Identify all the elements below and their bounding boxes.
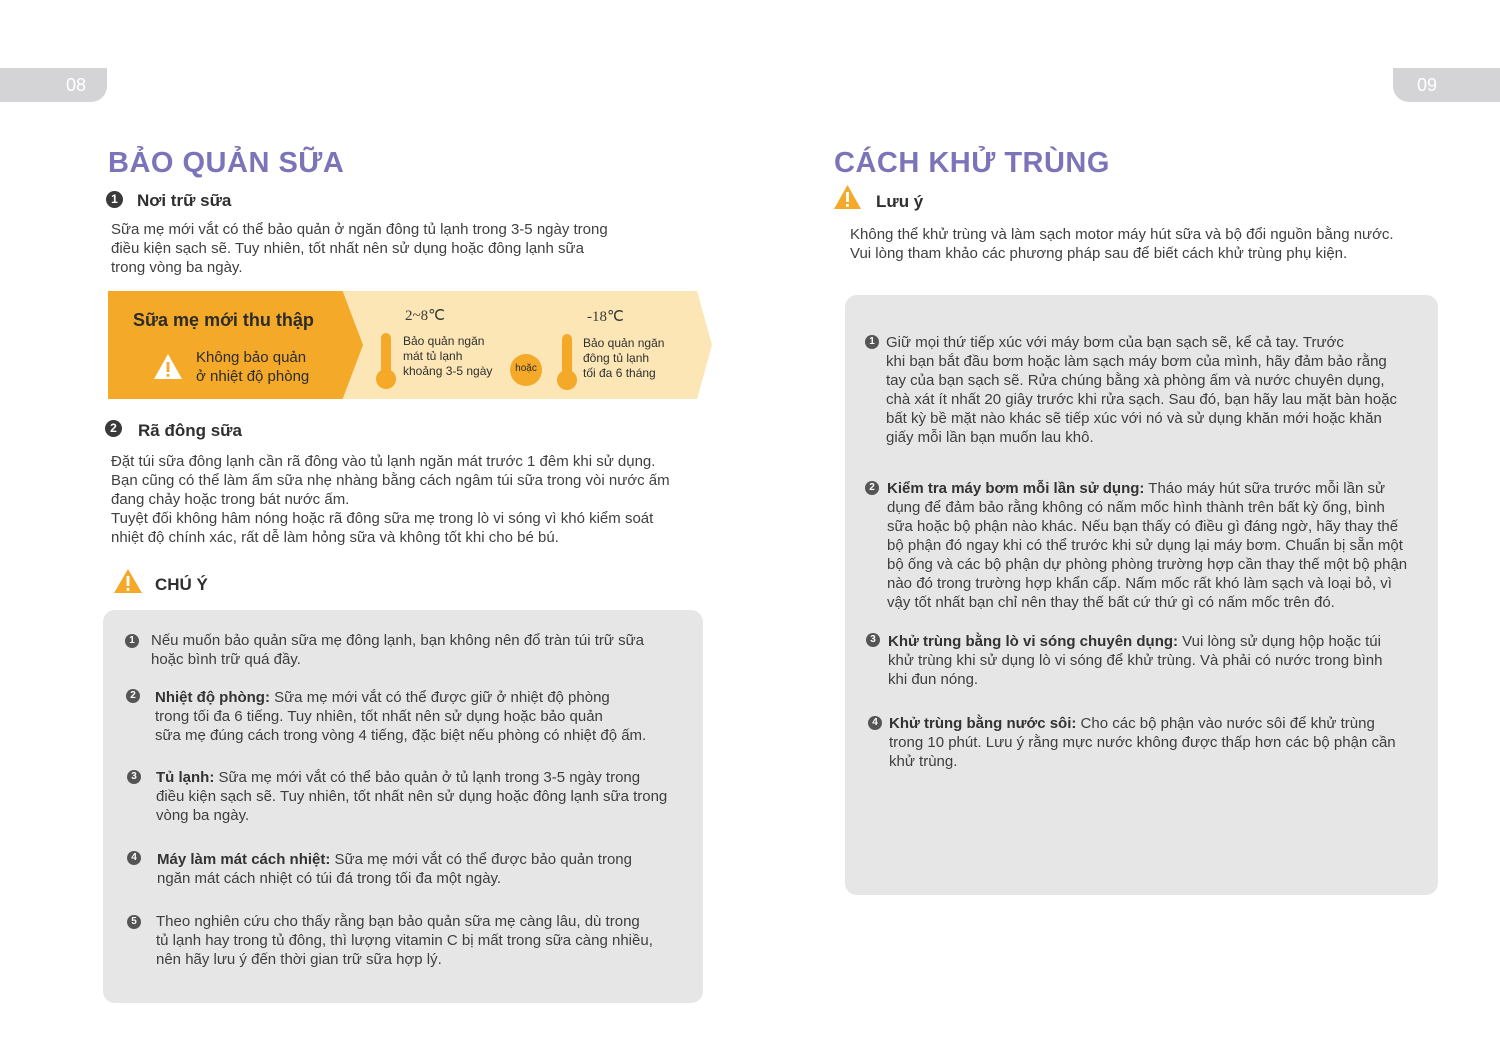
note-line: điều kiện sạch sẽ. Tuy nhiên, tốt nhất nên sử dụng hoặc đông lạnh sữa trong bbox=[156, 788, 668, 805]
freezer-line: tối đa 6 tháng bbox=[583, 366, 656, 380]
item-line: tay của bạn sạch sẽ. Rửa chúng bằng xà phòng ấm và nước chuyên dụng, bbox=[886, 372, 1385, 389]
item-line: khử trùng khi sử dụng lò vi sóng để khử trùng. Và phải có nước trong bình bbox=[888, 652, 1383, 669]
note-number: 4 bbox=[127, 851, 141, 865]
note-line: hoặc bình trữ quá đầy. bbox=[151, 651, 301, 668]
item-line: sữa hoặc bộ phận nào khác. Nếu bạn thấy có điều gì đáng ngờ, hãy thay thế bbox=[887, 518, 1399, 535]
note-line: Nếu muốn bảo quản sữa mẹ đông lạnh, bạn không nên đổ tràn túi trữ sữa bbox=[151, 632, 644, 649]
note-line: Sữa mẹ mới vắt có thể bảo quản ở tủ lạnh trong 3-5 ngày trong bbox=[214, 769, 641, 786]
item-line: trong 10 phút. Lưu ý rằng mực nước không được thấp hơn các bộ phận cần bbox=[889, 734, 1396, 751]
item-number: 1 bbox=[865, 335, 879, 349]
note-line: Sữa mẹ mới vắt có thể được bảo quản trong bbox=[330, 851, 632, 868]
fridge-line: Bảo quản ngăn bbox=[403, 334, 485, 348]
note-number: 1 bbox=[125, 634, 139, 648]
item-line: Cho các bộ phận vào nước sôi để khử trùng bbox=[1076, 715, 1375, 732]
warning-triangle-icon bbox=[153, 353, 183, 380]
page-number-left bbox=[0, 68, 107, 102]
item-line: giấy mỗi lần bạn muốn lau khô. bbox=[886, 429, 1094, 446]
thermometer-icon bbox=[557, 370, 577, 390]
section2-line: Đặt túi sữa đông lạnh cần rã đông vào tủ lạnh ngăn mát trước 1 đêm khi sử dụng. bbox=[111, 453, 656, 470]
sterilization-item-1 bbox=[886, 333, 1434, 447]
note-line: sữa mẹ đúng cách trong vòng 4 tiếng, đặc biệt nếu phòng có nhiệt độ ấm. bbox=[155, 727, 647, 744]
warning-triangle-icon bbox=[113, 568, 143, 594]
sterilization-item-3 bbox=[888, 632, 1436, 689]
note-bold: Tủ lạnh: bbox=[156, 769, 215, 786]
fridge-line: khoảng 3-5 ngày bbox=[403, 364, 493, 378]
section2-line: Bạn cũng có thể làm ấm sữa nhẹ nhàng bằng cách ngâm túi sữa trong vòi nước ấm bbox=[111, 472, 670, 489]
item-number: 2 bbox=[865, 481, 879, 495]
warning-triangle-icon bbox=[833, 184, 862, 210]
note-line: trong tối đa 6 tiếng. Tuy nhiên, tốt nhất nên sử dụng hoặc bảo quản bbox=[155, 708, 603, 725]
sterilization-item-4 bbox=[889, 714, 1437, 771]
note-line: nên hãy lưu ý đến thời gian trữ sữa hợp lý. bbox=[156, 951, 442, 968]
note-bold: Nhiệt độ phòng: bbox=[155, 689, 270, 706]
left-page-title: BẢO QUẢN SỮA bbox=[108, 147, 345, 179]
note-line: vòng ba ngày. bbox=[156, 807, 250, 824]
section2-number: 2 bbox=[105, 420, 122, 437]
section2-line: Tuyệt đối không hâm nóng hoặc rã đông sữa mẹ trong lò vi sóng vì khó kiểm soát bbox=[111, 510, 654, 527]
or-badge: hoặc bbox=[510, 354, 542, 386]
item-line: khi đun nóng. bbox=[888, 671, 979, 688]
note-bold: Máy làm mát cách nhiệt: bbox=[157, 851, 331, 868]
banner-warning bbox=[196, 348, 309, 386]
fridge-temperature: 2~8℃ bbox=[405, 308, 445, 324]
item-line: dụng để đảm bảo rằng không có nấm mốc hình thành trên bất kỳ ống, bình bbox=[887, 499, 1385, 516]
item-bold: Khử trùng bằng nước sôi: bbox=[889, 715, 1077, 732]
freezer-line: Bảo quản ngăn bbox=[583, 336, 665, 350]
note-line: Theo nghiên cứu cho thấy rằng bạn bảo quản sữa mẹ càng lâu, dù trong bbox=[156, 913, 640, 930]
note-heading: Lưu ý bbox=[876, 192, 924, 211]
section1-body bbox=[111, 220, 671, 277]
section1-line: Sữa mẹ mới vắt có thể bảo quản ở ngăn đông tủ lạnh trong 3-5 ngày trong bbox=[111, 221, 608, 238]
fridge-line: mát tủ lạnh bbox=[403, 349, 463, 363]
caution-note-5 bbox=[156, 912, 701, 969]
section1-heading: Nơi trữ sữa bbox=[137, 191, 232, 210]
caution-note-4 bbox=[157, 850, 702, 888]
note-line: tủ lạnh hay trong tủ đông, thì lượng vitamin C bị mất trong sữa càng nhiều, bbox=[156, 932, 653, 949]
caution-note-2 bbox=[155, 688, 700, 745]
banner-warning-line: ở nhiệt độ phòng bbox=[196, 368, 310, 385]
right-page-title: CÁCH KHỬ TRÙNG bbox=[834, 147, 1110, 179]
section1-line: điều kiện sạch sẽ. Tuy nhiên, tốt nhất nên sử dụng hoặc đông lạnh sữa bbox=[111, 240, 584, 257]
item-line: Tháo máy hút sữa trước mỗi lần sử bbox=[1144, 480, 1386, 497]
note-line: ngăn mát cách nhiệt có túi đá trong tối đa một ngày. bbox=[157, 870, 502, 887]
item-line: Giữ mọi thứ tiếp xúc với máy bơm của bạn sạch sẽ, kể cả tay. Trước bbox=[886, 334, 1344, 351]
item-line: bộ phận đó ngay khi có thể trước khi sử dụng lại máy bơm. Chuẩn bị sẵn một bbox=[887, 537, 1403, 554]
note-number: 3 bbox=[127, 770, 141, 784]
section2-line: đang chảy hoặc trong bát nước ấm. bbox=[111, 491, 350, 508]
item-line: bộ ống và các bộ phận dự phòng phòng trường hợp cần thay thế một bộ phận bbox=[887, 556, 1408, 573]
intro-line: Vui lòng tham khảo các phương pháp sau để biết cách khử trùng phụ kiện. bbox=[850, 245, 1348, 262]
item-line: chà xát ít nhất 20 giây trước khi rửa sạch. Sau đó, bạn hãy lau mặt bàn hoặc bbox=[886, 391, 1398, 408]
item-bold: Khử trùng bằng lò vi sóng chuyên dụng: bbox=[888, 633, 1179, 650]
freezer-line: đông tủ lạnh bbox=[583, 351, 650, 365]
section1-line: trong vòng ba ngày. bbox=[111, 259, 243, 276]
intro-text bbox=[850, 225, 1450, 263]
banner-warning-line: Không bảo quản bbox=[196, 349, 307, 366]
section2-heading: Rã đông sữa bbox=[138, 421, 242, 440]
section1-number: 1 bbox=[106, 191, 123, 208]
item-number: 3 bbox=[866, 633, 880, 647]
caution-title: CHÚ Ý bbox=[155, 575, 208, 594]
caution-note-1 bbox=[151, 631, 696, 669]
item-line: Vui lòng sử dụng hộp hoặc túi bbox=[1178, 633, 1381, 650]
fridge-storage-text bbox=[403, 334, 492, 379]
thermometer-icon bbox=[376, 369, 396, 389]
page-number-right bbox=[1393, 68, 1500, 102]
item-line: khi bạn bắt đầu bơm hoặc làm sạch máy bơm của mình, hãy đảm bảo rằng bbox=[886, 353, 1387, 370]
item-bold: Kiểm tra máy bơm mỗi lần sử dụng: bbox=[887, 480, 1145, 497]
freezer-temperature: -18℃ bbox=[587, 309, 624, 325]
note-line: Sữa mẹ mới vắt có thể được giữ ở nhiệt độ phòng bbox=[269, 689, 610, 706]
item-line: bất kỳ bề mặt nào khác sẽ tiếp xúc với nó và sử dụng khăn mới hoặc khăn bbox=[886, 410, 1382, 427]
sterilization-item-2 bbox=[887, 479, 1435, 612]
caution-note-3 bbox=[156, 768, 701, 825]
note-number: 5 bbox=[127, 915, 141, 929]
section2-line: nhiệt độ chính xác, rất dễ làm hỏng sữa và không tốt khi cho bé bú. bbox=[111, 529, 559, 546]
note-number: 2 bbox=[126, 689, 140, 703]
banner-title: Sữa mẹ mới thu thập bbox=[133, 310, 314, 330]
section2-body bbox=[111, 452, 711, 547]
item-line: khử trùng. bbox=[889, 753, 958, 770]
freezer-storage-text bbox=[583, 336, 664, 381]
intro-line: Không thể khử trùng và làm sạch motor máy hút sữa và bộ đổi nguồn bằng nước. bbox=[850, 226, 1394, 243]
item-line: vậy tốt nhất bạn chỉ nên thay thế bất cứ thứ gì có nấm mốc trên đó. bbox=[887, 594, 1335, 611]
item-line: nào đó trong trường hợp khẩn cấp. Nấm mốc rất khó làm sạch và loại bỏ, vì bbox=[887, 575, 1392, 592]
page-number-right-label: 09 bbox=[1417, 75, 1438, 95]
page-number-left-label: 08 bbox=[66, 75, 87, 95]
item-number: 4 bbox=[868, 716, 882, 730]
